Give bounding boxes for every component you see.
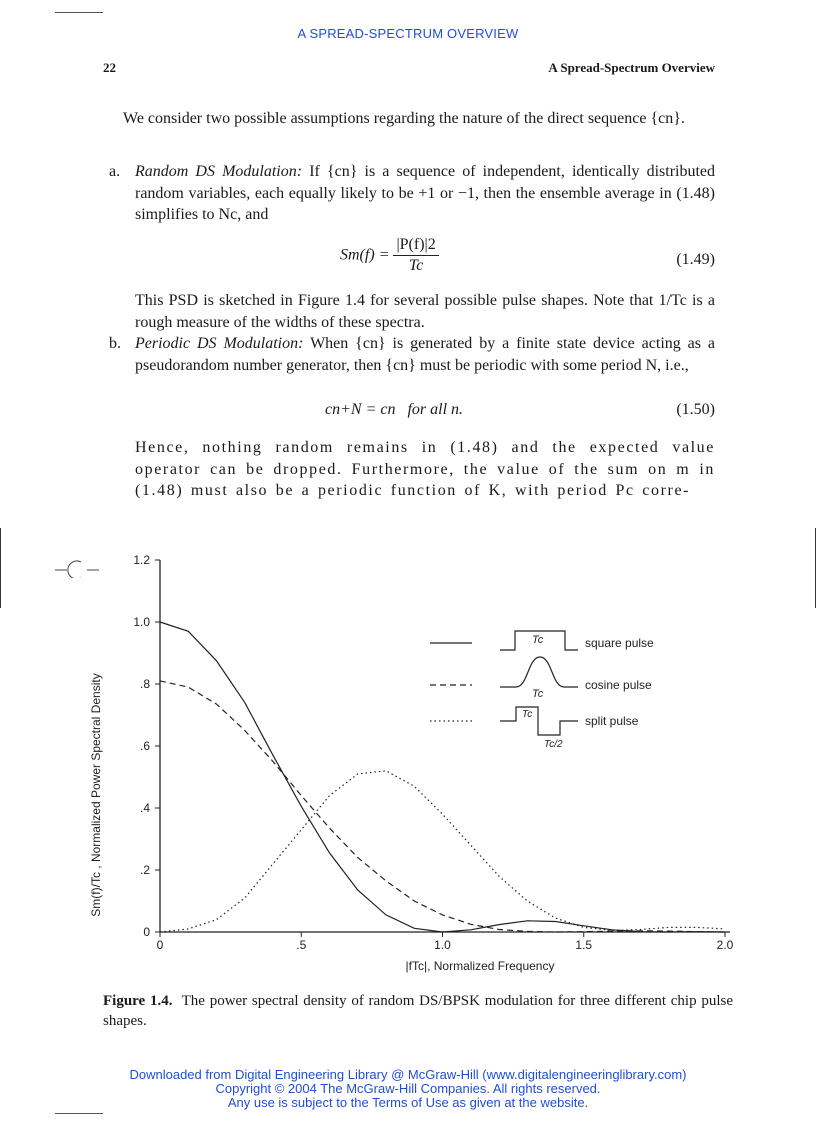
item-a-after bbox=[103, 290, 715, 333]
y-tick-label: 1.2 bbox=[133, 553, 150, 567]
item-b bbox=[103, 333, 715, 376]
legend-label-cosine-pulse: cosine pulse bbox=[585, 678, 652, 692]
pulse-width-label: Tc bbox=[522, 709, 533, 720]
eq-lhs: Sm(f) = bbox=[340, 246, 390, 264]
item-a-heading: Random DS Modulation: bbox=[135, 163, 303, 180]
caption-label: Figure 1.4. bbox=[103, 993, 173, 1009]
pulse-width-label: Tc bbox=[532, 688, 544, 700]
eq-denominator: Tc bbox=[408, 257, 424, 274]
running-title: A Spread-Spectrum Overview bbox=[548, 60, 715, 75]
split-pulse-icon bbox=[500, 707, 578, 735]
chapter-header-link[interactable]: A SPREAD-SPECTRUM OVERVIEW bbox=[297, 26, 519, 41]
eq-fraction bbox=[393, 236, 438, 275]
intro-text: We consider two possible assumptions regarding the nature of the direct sequence {cn}. bbox=[123, 110, 685, 127]
chart-xlabel: |fTc|, Normalized Frequency bbox=[405, 959, 555, 973]
item-b-label: b. bbox=[109, 335, 121, 352]
y-tick-label: 0 bbox=[143, 925, 150, 939]
x-tick-label: 1.5 bbox=[575, 938, 593, 952]
series-line-cosine-pulse bbox=[160, 681, 725, 932]
crop-mark-bottom bbox=[55, 1113, 103, 1114]
item-b-after bbox=[103, 437, 715, 502]
footer bbox=[0, 1068, 816, 1110]
footer-line-1[interactable]: Downloaded from Digital Engineering Library @ McGraw-Hill (www.digitalengineeringlibrary.com) bbox=[129, 1067, 687, 1082]
x-tick-label: 0 bbox=[156, 938, 164, 952]
y-tick-label: .6 bbox=[139, 739, 150, 753]
crop-mark-top bbox=[55, 12, 103, 13]
eq-number-1-49: (1.49) bbox=[676, 251, 715, 268]
y-tick-label: .4 bbox=[139, 801, 150, 815]
legend-label-split-pulse: split pulse bbox=[585, 714, 639, 728]
chart-ylabel: Sm(f)/Tc , Normalized Power Spectral Density bbox=[89, 673, 103, 917]
figure-caption bbox=[103, 991, 733, 1031]
series-line-square-pulse bbox=[160, 622, 725, 932]
x-tick-label: 2.0 bbox=[716, 938, 734, 952]
eq-1-50-text: cn+N = cn for all n. bbox=[325, 401, 464, 418]
equation-1-50 bbox=[135, 401, 715, 423]
item-a-text: If {cn} is a sequence of independent, identically distributed random variables, each equally likely to be +1 or −1, then the ensemble average in (1.48) simplifies to Nc, and bbox=[135, 163, 716, 223]
item-b-heading: Periodic DS Modulation: bbox=[135, 335, 304, 352]
eq-number-1-50: (1.50) bbox=[676, 401, 715, 418]
y-tick-label: 1.0 bbox=[133, 615, 150, 629]
equation-1-49 bbox=[135, 236, 715, 286]
pulse-width-label: Tc bbox=[532, 634, 544, 646]
cosine-pulse-icon bbox=[500, 657, 578, 687]
psd-chart bbox=[60, 545, 760, 985]
y-tick-label: .8 bbox=[139, 677, 150, 691]
item-a bbox=[103, 161, 715, 226]
intro-paragraph bbox=[103, 108, 715, 130]
margin-mark-left bbox=[0, 528, 1, 608]
x-tick-label: 1.0 bbox=[434, 938, 451, 952]
eq-numerator: |P(f)|2 bbox=[393, 236, 438, 256]
caption-text: The power spectral density of random DS/BPSK modulation for three different chip pulse shapes. bbox=[103, 993, 733, 1029]
x-tick-label: .5 bbox=[296, 938, 307, 952]
item-a-after-text: This PSD is sketched in Figure 1.4 for several possible pulse shapes. Note that 1/Tc is a rough measure of the widths of these spectra. bbox=[135, 292, 715, 331]
item-b-after-text: Hence, nothing random remains in (1.48) and the expected value operator can be dropped. Furthermore, the value of the sum on m in (1.48) must also be a periodic function of K, with period Pc corre- bbox=[135, 439, 715, 499]
legend-label-square-pulse: square pulse bbox=[585, 636, 654, 650]
item-b-text: When {cn} is generated by a finite state device acting as a pseudorandom number generator, then {cn} must be periodic with some period N, i.e., bbox=[135, 335, 715, 374]
item-a-label: a. bbox=[109, 163, 121, 180]
pulse-width-label: Tc/2 bbox=[544, 739, 563, 750]
series-line-split-pulse bbox=[160, 771, 725, 932]
footer-line-2: Copyright © 2004 The McGraw-Hill Companies. All rights reserved. bbox=[215, 1081, 601, 1096]
y-tick-label: .2 bbox=[139, 863, 150, 877]
page-number: 22 bbox=[103, 60, 116, 75]
footer-line-3: Any use is subject to the Terms of Use as given at the website. bbox=[227, 1095, 589, 1110]
